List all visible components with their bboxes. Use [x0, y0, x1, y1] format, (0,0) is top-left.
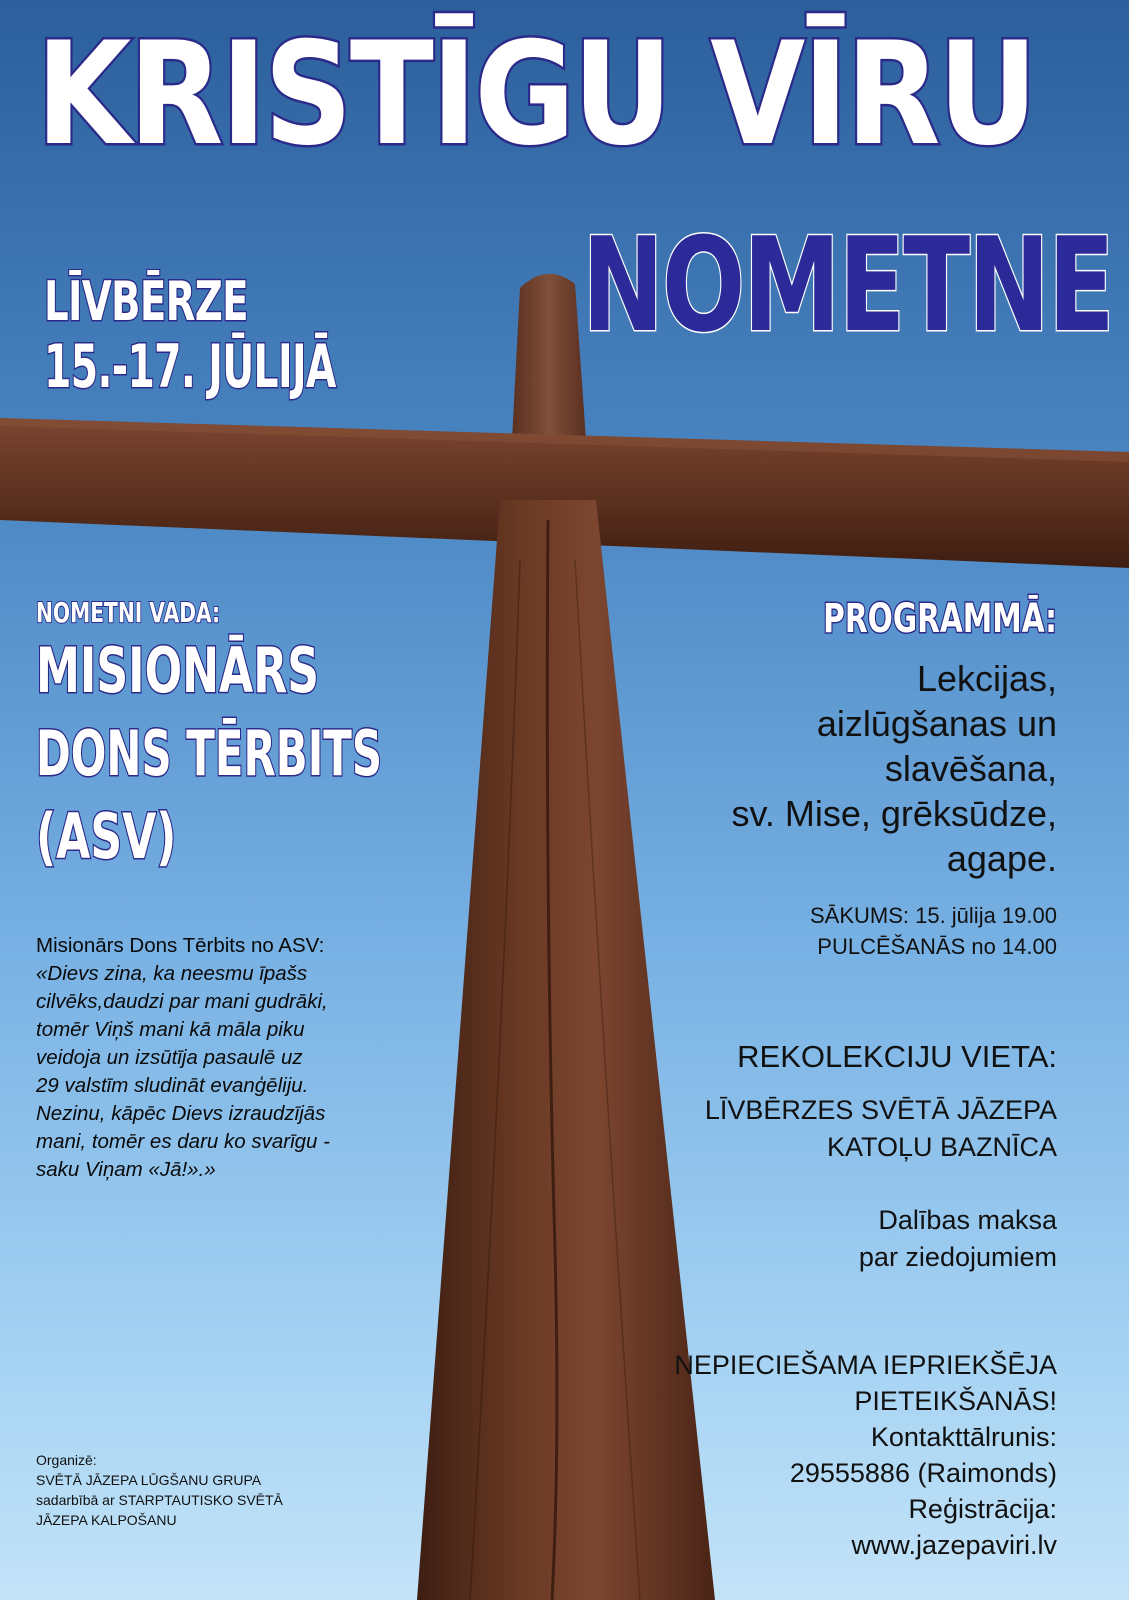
venue-title: REKOLEKCIJU VIETA:	[737, 1039, 1057, 1074]
registration-notice-2: PIETEIKŠANĀS!	[854, 1386, 1057, 1416]
registration	[674, 1347, 1057, 1563]
organizer-label: Organizē:	[36, 1452, 97, 1468]
fee-line-1: Dalības maksa	[878, 1205, 1057, 1235]
organizer-line-2: sadarbībā ar STARPTAUTISKO SVĒTĀ	[36, 1492, 283, 1508]
location: LĪVBĒRZE	[44, 270, 248, 333]
event-dates: 15.-17. JŪLIJĀ	[44, 332, 336, 402]
leader-line-3: (ASV)	[36, 800, 177, 873]
program-item: aizlūgšanas un	[816, 703, 1057, 744]
program-item: Lekcijas,	[916, 658, 1057, 699]
program-item: agape.	[946, 838, 1057, 879]
participation-fee	[859, 1202, 1057, 1276]
testimony-line: saku Viņam «Jā!».»	[36, 1158, 216, 1181]
fee-line-2: par ziedojumiem	[858, 1242, 1057, 1272]
title-line-1: KRISTĪGU VĪRU	[36, 12, 1036, 177]
testimony	[36, 932, 330, 1184]
testimony-line: cilvēks,daudzi par mani gudrāki,	[36, 990, 328, 1013]
testimony-line: mani, tomēr es daru ko svarīgu -	[36, 1130, 330, 1153]
start-time: SĀKUMS: 15. jūlija 19.00	[809, 903, 1057, 928]
leader-label: NOMETNI VADA:	[36, 596, 221, 629]
leader-line-1: MISIONĀRS	[36, 634, 319, 707]
testimony-intro: Misionārs Dons Tērbits no ASV:	[36, 934, 325, 957]
contact-phone: 29555886 (Raimonds)	[789, 1458, 1057, 1488]
venue-line-1: LĪVBĒRZES SVĒTĀ JĀZEPA	[704, 1095, 1057, 1125]
program-schedule	[810, 900, 1057, 962]
registration-notice-1: NEPIECIEŠAMA IEPRIEKŠĒJA	[674, 1350, 1057, 1380]
program-item: sv. Mise, grēksūdze,	[731, 793, 1057, 834]
program-items	[732, 656, 1057, 881]
venue	[705, 1092, 1057, 1166]
testimony-line: veidoja un izsūtīja pasaulē uz	[36, 1046, 303, 1069]
organizer	[36, 1450, 283, 1530]
gathering-time: PULCĒŠANĀS no 14.00	[817, 934, 1057, 959]
organizer-line-3: JĀZEPA KALPOŠANU	[36, 1512, 177, 1528]
testimony-line: Nezinu, kāpēc Dievs izraudzījās	[36, 1102, 326, 1125]
venue-line-2: KATOĻU BAZNĪCA	[826, 1132, 1057, 1162]
organizer-line-1: SVĒTĀ JĀZEPA LŪGŠANU GRUPA	[36, 1472, 262, 1488]
leader-line-2: DONS TĒRBITS	[36, 717, 383, 790]
registration-label: Reģistrācija:	[908, 1494, 1057, 1524]
contact-label: Kontakttālrunis:	[870, 1422, 1057, 1452]
testimony-line: «Dievs zina, ka neesmu īpašs	[36, 962, 308, 985]
testimony-line: tomēr Viņš mani kā māla piku	[36, 1018, 305, 1041]
website-link[interactable]: www.jazepaviri.lv	[851, 1530, 1057, 1560]
title-line-2: NOMETNE	[582, 209, 1113, 361]
program-item: slavēšana,	[884, 748, 1057, 789]
testimony-line: 29 valstīm sludināt evanģēliju.	[36, 1074, 309, 1097]
program-title: PROGRAMMĀ:	[823, 596, 1057, 642]
